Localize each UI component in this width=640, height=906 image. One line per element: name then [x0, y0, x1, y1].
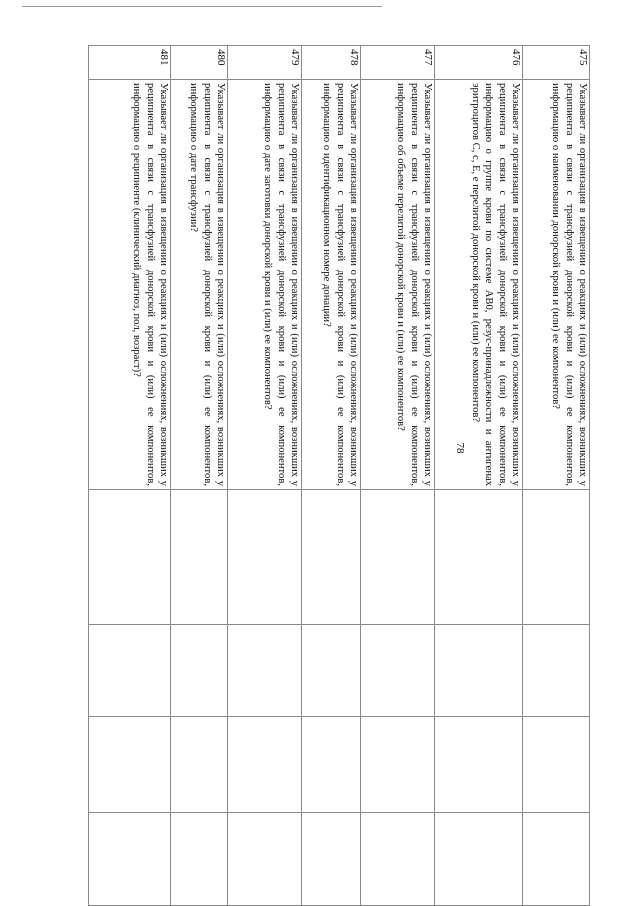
answer-cell: [89, 625, 171, 717]
row-question: Указывает ли организация в извещении о реакциях и (или) осложнениях, возникших у реципиента в связи с трансфузией донорской крови и (или) ее компонентов, информацию о реципиенте (клинический диагноз, пол, возраст)?: [89, 80, 171, 490]
row-number: 479: [228, 46, 302, 80]
row-question: Указывает ли организация в извещении о реакциях и (или) осложнениях, возникших у реципиента в связи с трансфузией донорской крови и (или) ее компонентов, информацию о дате трансфузии?: [171, 80, 228, 490]
answer-cell: [435, 717, 523, 813]
table-row: [361, 46, 435, 906]
answer-cell: [171, 813, 228, 906]
row-number: 478: [302, 46, 361, 80]
table-row: [523, 46, 590, 906]
row-number: 477: [361, 46, 435, 80]
answer-cell: [89, 490, 171, 625]
answer-cell: [361, 717, 435, 813]
row-question: Указывает ли организация в извещении о реакциях и (или) осложнениях, возникших у реципиента в связи с трансфузией донорской крови и (или) ее компонентов, информацию о группе крови по системе АВ0, резус-принадлежности и антигенах эритроцитов C, c, E, e перелитой донорской крови и (или) ее компонентов?: [435, 80, 523, 490]
answer-cell: [523, 813, 590, 906]
answer-cell: [435, 813, 523, 906]
answer-cell: [435, 625, 523, 717]
answer-cell: [361, 625, 435, 717]
page-number: 78: [454, 442, 466, 454]
row-number: 481: [89, 46, 171, 80]
scan-top-rule: [22, 6, 382, 7]
answer-cell: [523, 717, 590, 813]
answer-cell: [228, 490, 302, 625]
table-row: [435, 46, 523, 906]
rotated-table-wrapper: [80, 45, 590, 905]
table-row: [171, 46, 228, 906]
answer-cell: [361, 490, 435, 625]
answer-cell: [228, 813, 302, 906]
row-question: Указывает ли организация в извещении о реакциях и (или) осложнениях, возникших у реципиента в связи с трансфузией донорской крови и (или) ее компонентов, информацию о идентификационном номере донации?: [302, 80, 361, 490]
answer-cell: [171, 490, 228, 625]
answer-cell: [435, 490, 523, 625]
table-row: [89, 46, 171, 906]
answer-cell: [302, 717, 361, 813]
answer-cell: [302, 625, 361, 717]
answer-cell: [89, 717, 171, 813]
answer-cell: [523, 490, 590, 625]
row-number: 480: [171, 46, 228, 80]
table-row: [228, 46, 302, 906]
row-number: 475: [523, 46, 590, 80]
answer-cell: [171, 625, 228, 717]
answer-cell: [89, 813, 171, 906]
row-question: Указывает ли организация в извещении о реакциях и (или) осложнениях, возникших у реципиента в связи с трансфузией донорской крови и (или) ее компонентов, информацию о наименовании донорской крови и (или) ее компонентов?: [523, 80, 590, 490]
checklist-table: [88, 45, 590, 906]
row-question: Указывает ли организация в извещении о реакциях и (или) осложнениях, возникших у реципиента в связи с трансфузией донорской крови и (или) ее компонентов, информацию об объеме перелитой донорской крови и (или) ее компонентов?: [361, 80, 435, 490]
answer-cell: [523, 625, 590, 717]
answer-cell: [302, 490, 361, 625]
answer-cell: [228, 717, 302, 813]
row-question: Указывает ли организация в извещении о реакциях и (или) осложнениях, возникших у реципиента в связи с трансфузией донорской крови и (или) ее компонентов, информацию о дате заготовки донорской крови и (или) ее компонентов?: [228, 80, 302, 490]
row-number: 476: [435, 46, 523, 80]
answer-cell: [171, 717, 228, 813]
answer-cell: [302, 813, 361, 906]
answer-cell: [228, 625, 302, 717]
table-row: [302, 46, 361, 906]
answer-cell: [361, 813, 435, 906]
